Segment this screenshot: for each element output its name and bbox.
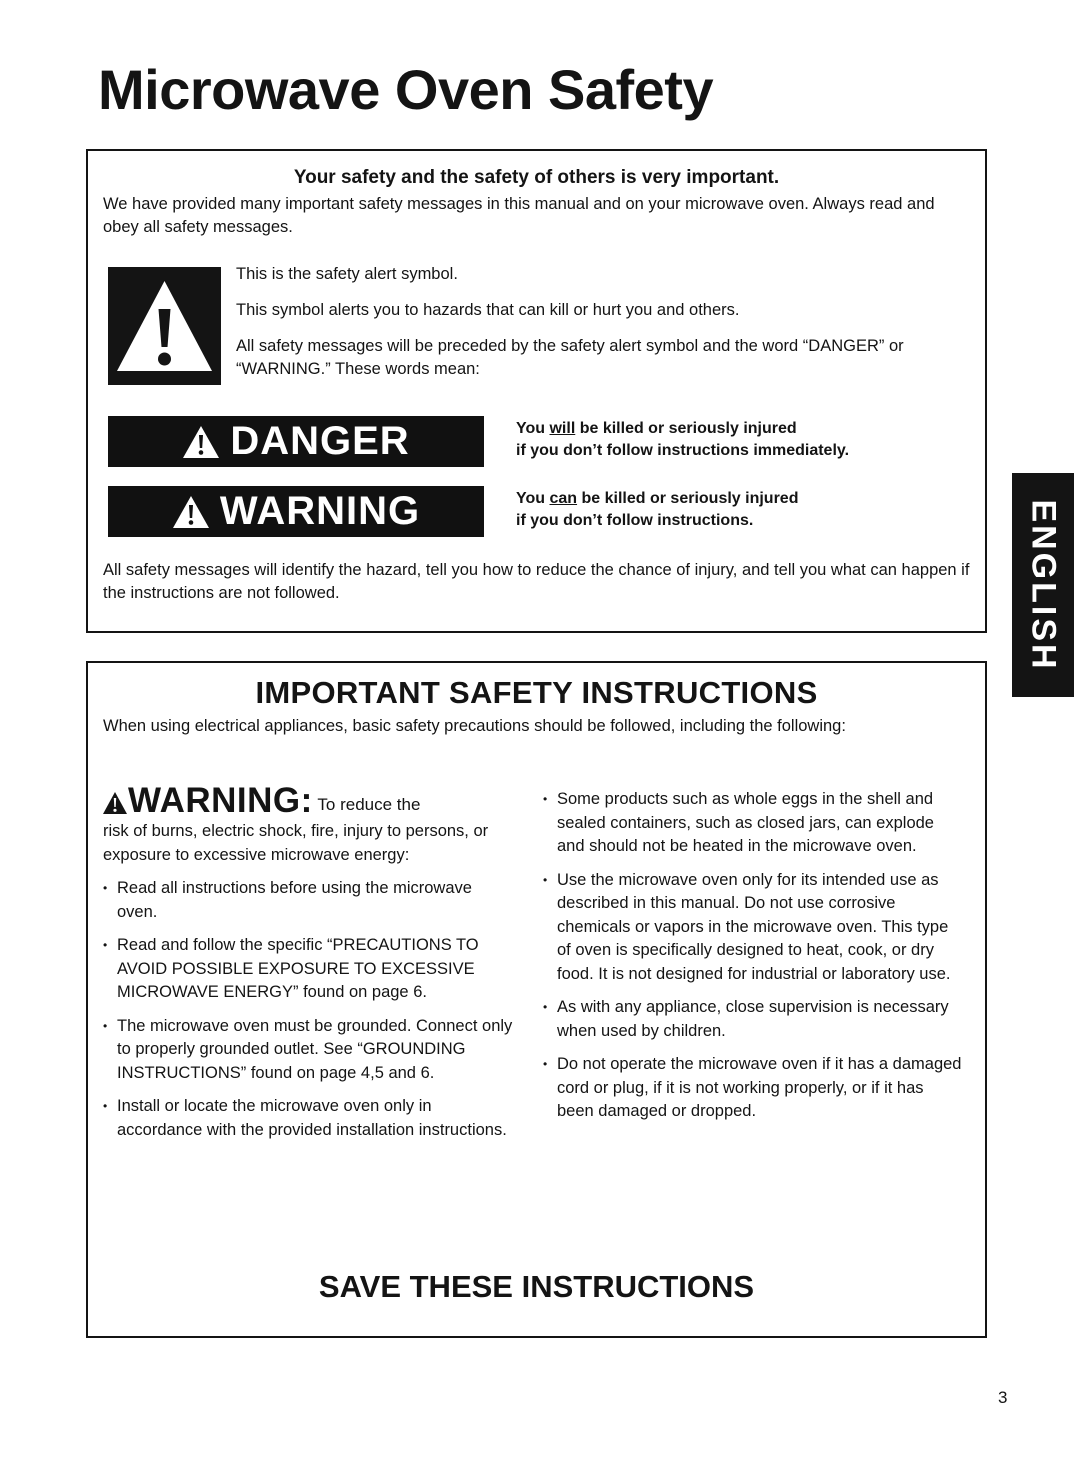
danger-label: DANGER: [230, 419, 410, 463]
safety-intro-heading: Your safety and the safety of others is very important.: [293, 167, 780, 188]
save-instructions-heading: SAVE THESE INSTRUCTIONS: [318, 1269, 755, 1304]
warning-meaning-text: You: [516, 490, 550, 507]
language-tab-label: ENGLISH: [1024, 498, 1063, 672]
list-item: • Do not operate the microwave oven if it has a damaged cord or plug, if it is not working properly, or if it has been damaged or dropped.: [543, 1053, 963, 1124]
safety-intro-body: We have provided many important safety messages in this manual and on your microwave oven. Always read and obey all safety messages.: [103, 195, 935, 236]
alert-triangle-icon: [172, 495, 210, 529]
instructions-right-column: [543, 788, 963, 1134]
language-tab: [1012, 473, 1074, 697]
warning-emphasis: can: [549, 490, 578, 507]
warning-word-text: WARNING:: [128, 781, 313, 820]
list-item: • Read all instructions before using the microwave oven.: [103, 877, 513, 924]
warning-meaning-line2: if you don’t follow instructions.: [516, 512, 754, 529]
alert-triangle-icon: [182, 425, 220, 459]
instructions-left-column: [103, 781, 513, 1152]
symbol-line: All safety messages will be preceded by the safety alert symbol and the word “DANGER” or “WARNING.” These words mean:: [236, 337, 904, 378]
list-item: • The microwave oven must be grounded. Connect only to properly grounded outlet. See “GROUNDING INSTRUCTIONS” found on page 4,5 and 6.: [103, 1015, 513, 1086]
symbol-line: This symbol alerts you to hazards that can kill or hurt you and others.: [236, 301, 740, 319]
list-item: • Read and follow the specific “PRECAUTIONS TO AVOID POSSIBLE EXPOSURE TO EXCESSIVE MICROWAVE ENERGY” found on page 6.: [103, 934, 513, 1005]
list-item: • Use the microwave oven only for its intended use as described in this manual. Do not use corrosive chemicals or vapors in the microwave oven. This type of oven is specifically designed to heat, cook, or dry food. It is not designed for industrial or laboratory use.: [543, 869, 963, 987]
warning-lead: [103, 781, 513, 867]
important-safety-box: [86, 661, 987, 1338]
list-item: • Some products such as whole eggs in the shell and sealed containers, such as closed jars, can explode and should not be heated in the microwave oven.: [543, 788, 963, 859]
safety-alert-symbol-icon: [108, 267, 221, 385]
warning-word: [103, 781, 313, 820]
danger-banner: [108, 416, 484, 467]
page-number: 3: [998, 1388, 1008, 1407]
danger-emphasis: will: [549, 420, 576, 437]
danger-meaning-text: be killed or seriously injured: [575, 420, 797, 437]
list-item: • Install or locate the microwave oven only in accordance with the provided installation instructions.: [103, 1095, 513, 1142]
danger-meaning-line2: if you don’t follow instructions immediately.: [516, 442, 850, 459]
danger-meaning-text: You: [516, 420, 550, 437]
warning-banner: [108, 486, 484, 537]
safety-symbol-description: [236, 263, 956, 394]
danger-meaning: [516, 418, 976, 462]
warning-meaning: [516, 488, 976, 532]
important-safety-heading: IMPORTANT SAFETY INSTRUCTIONS: [255, 675, 818, 710]
list-item: • As with any appliance, close supervision is necessary when used by children.: [543, 996, 963, 1043]
page-title: Microwave Oven Safety: [98, 58, 714, 121]
symbol-line: This is the safety alert symbol.: [236, 265, 458, 283]
safety-intro-box: [86, 149, 987, 633]
alert-triangle-icon: [103, 792, 127, 814]
warning-meaning-text: be killed or seriously injured: [577, 490, 799, 507]
warning-label: WARNING: [219, 489, 421, 533]
warning-tail: To reduce the: [317, 795, 421, 814]
warning-lead-rest: risk of burns, electric shock, fire, injury to persons, or exposure to excessive microwave energy:: [103, 822, 489, 864]
important-safety-intro: When using electrical appliances, basic safety precautions should be followed, including the following:: [103, 717, 846, 735]
safety-intro-closing: All safety messages will identify the hazard, tell you how to reduce the chance of injury, and tell you what can happen if the instructions are not followed.: [103, 561, 970, 602]
